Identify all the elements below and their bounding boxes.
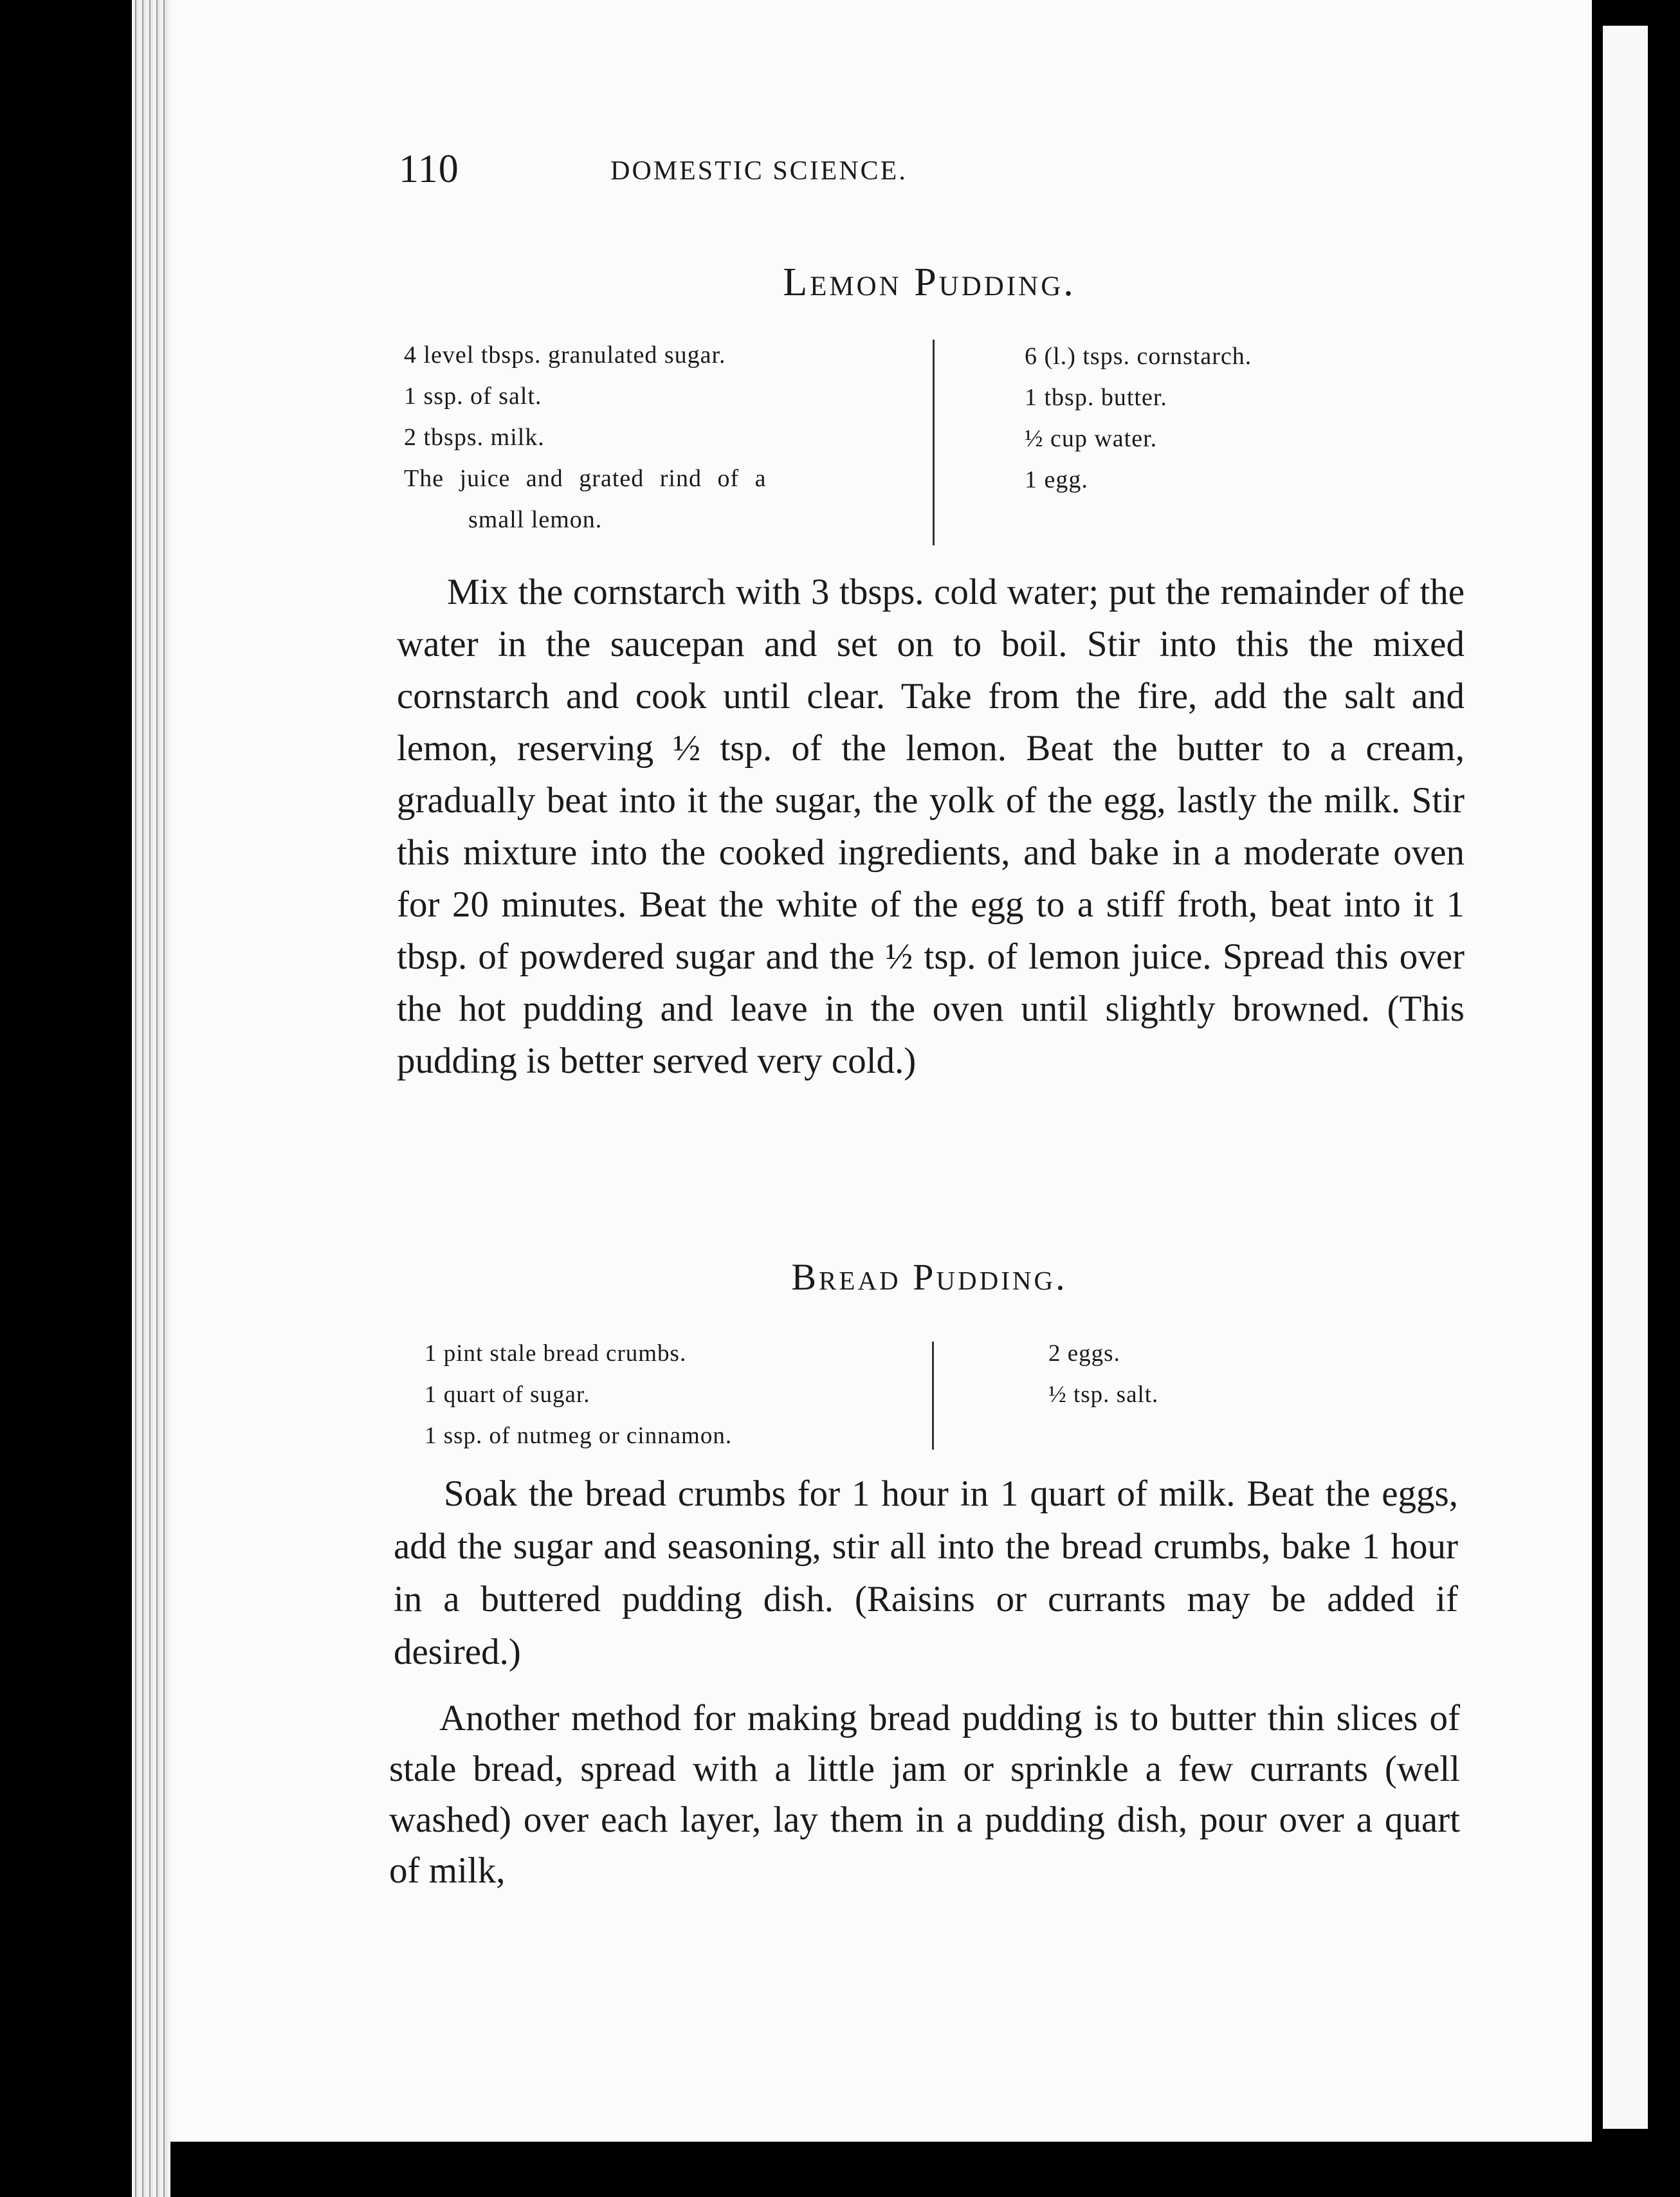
page-header [399, 147, 1119, 198]
bread-ingredients-left [425, 1333, 939, 1457]
ingredient-item: 6 (l.) tsps. cornstarch. [1025, 343, 1252, 370]
running-head: DOMESTIC SCIENCE. [610, 156, 908, 186]
ingredient-item: 1 pint stale bread crumbs. [425, 1340, 687, 1367]
ingredient-item: 2 tbsps. milk. [404, 424, 545, 451]
ingredient-item: 2 eggs. [1048, 1340, 1120, 1367]
bread-ingredients-right [1048, 1333, 1434, 1416]
facing-page-edge [1603, 26, 1648, 2129]
bread-pudding-title: Bread Pudding. [791, 1256, 1068, 1298]
ingredients-divider [932, 1342, 934, 1450]
ingredient-item: 1 ssp. of salt. [404, 383, 542, 410]
directions-paragraph: Soak the bread crumbs for 1 hour in 1 quart of milk. Beat the eggs, add the sugar and seasoning, stir all into the bread crumbs, bake 1 hour in a buttered pudding dish. (Raisins or currants may be added if desired.) [394, 1473, 1458, 1672]
ingredient-item: The juice and grated rind of a [404, 465, 767, 492]
bread-pudding-alternative [389, 1693, 1460, 1896]
directions-paragraph: Mix the cornstarch with 3 tbsps. cold water; put the remainder of the water in the saucepan and set on to boil. Stir into this the mixed cornstarch and cook until clear. Take from the fire, add the salt and lemon, reserving ½ tsp. of the lemon. Beat the butter to a cream, gradually beat into it the sugar, the yolk of the egg, lastly the milk. Stir this mixture into the cooked ingredients, and bake in a moderate oven for 20 minutes. Beat the white of the egg to a stiff froth, beat into it 1 tbsp. of powdered sugar and the ½ tsp. of lemon juice. Spread this over the hot pudding and leave in the oven until slightly browned. (This pudding is better served very cold.) [397, 572, 1465, 1081]
page-edges [132, 0, 170, 2197]
ingredient-item: ½ cup water. [1025, 425, 1158, 452]
ingredient-item: 1 tbsp. butter. [1025, 384, 1167, 411]
ingredient-item: small lemon. [468, 506, 603, 533]
ingredient-item: 1 quart of sugar. [425, 1381, 590, 1408]
ingredient-item: 4 level tbsps. granulated sugar. [404, 342, 726, 369]
ingredients-divider [933, 340, 935, 545]
lemon-pudding-directions [397, 566, 1465, 1087]
directions-paragraph: Another method for making bread pudding is to butter thin slices of stale bread, spread with a little jam or sprinkle a few currants (well washed) over each layer, lay them in a pudding dish, pour over a quart of milk, [389, 1698, 1460, 1891]
lemon-ingredients-right [1025, 336, 1411, 500]
lemon-pudding-title: Lemon Pudding. [783, 260, 1076, 304]
ingredient-item: 1 egg. [1025, 466, 1088, 493]
bread-pudding-directions [394, 1468, 1458, 1679]
page-number: 110 [399, 147, 459, 191]
lemon-ingredients-left [404, 334, 918, 540]
ingredient-item: 1 ssp. of nutmeg or cinnamon. [425, 1423, 733, 1449]
ingredient-item: ½ tsp. salt. [1048, 1381, 1159, 1408]
